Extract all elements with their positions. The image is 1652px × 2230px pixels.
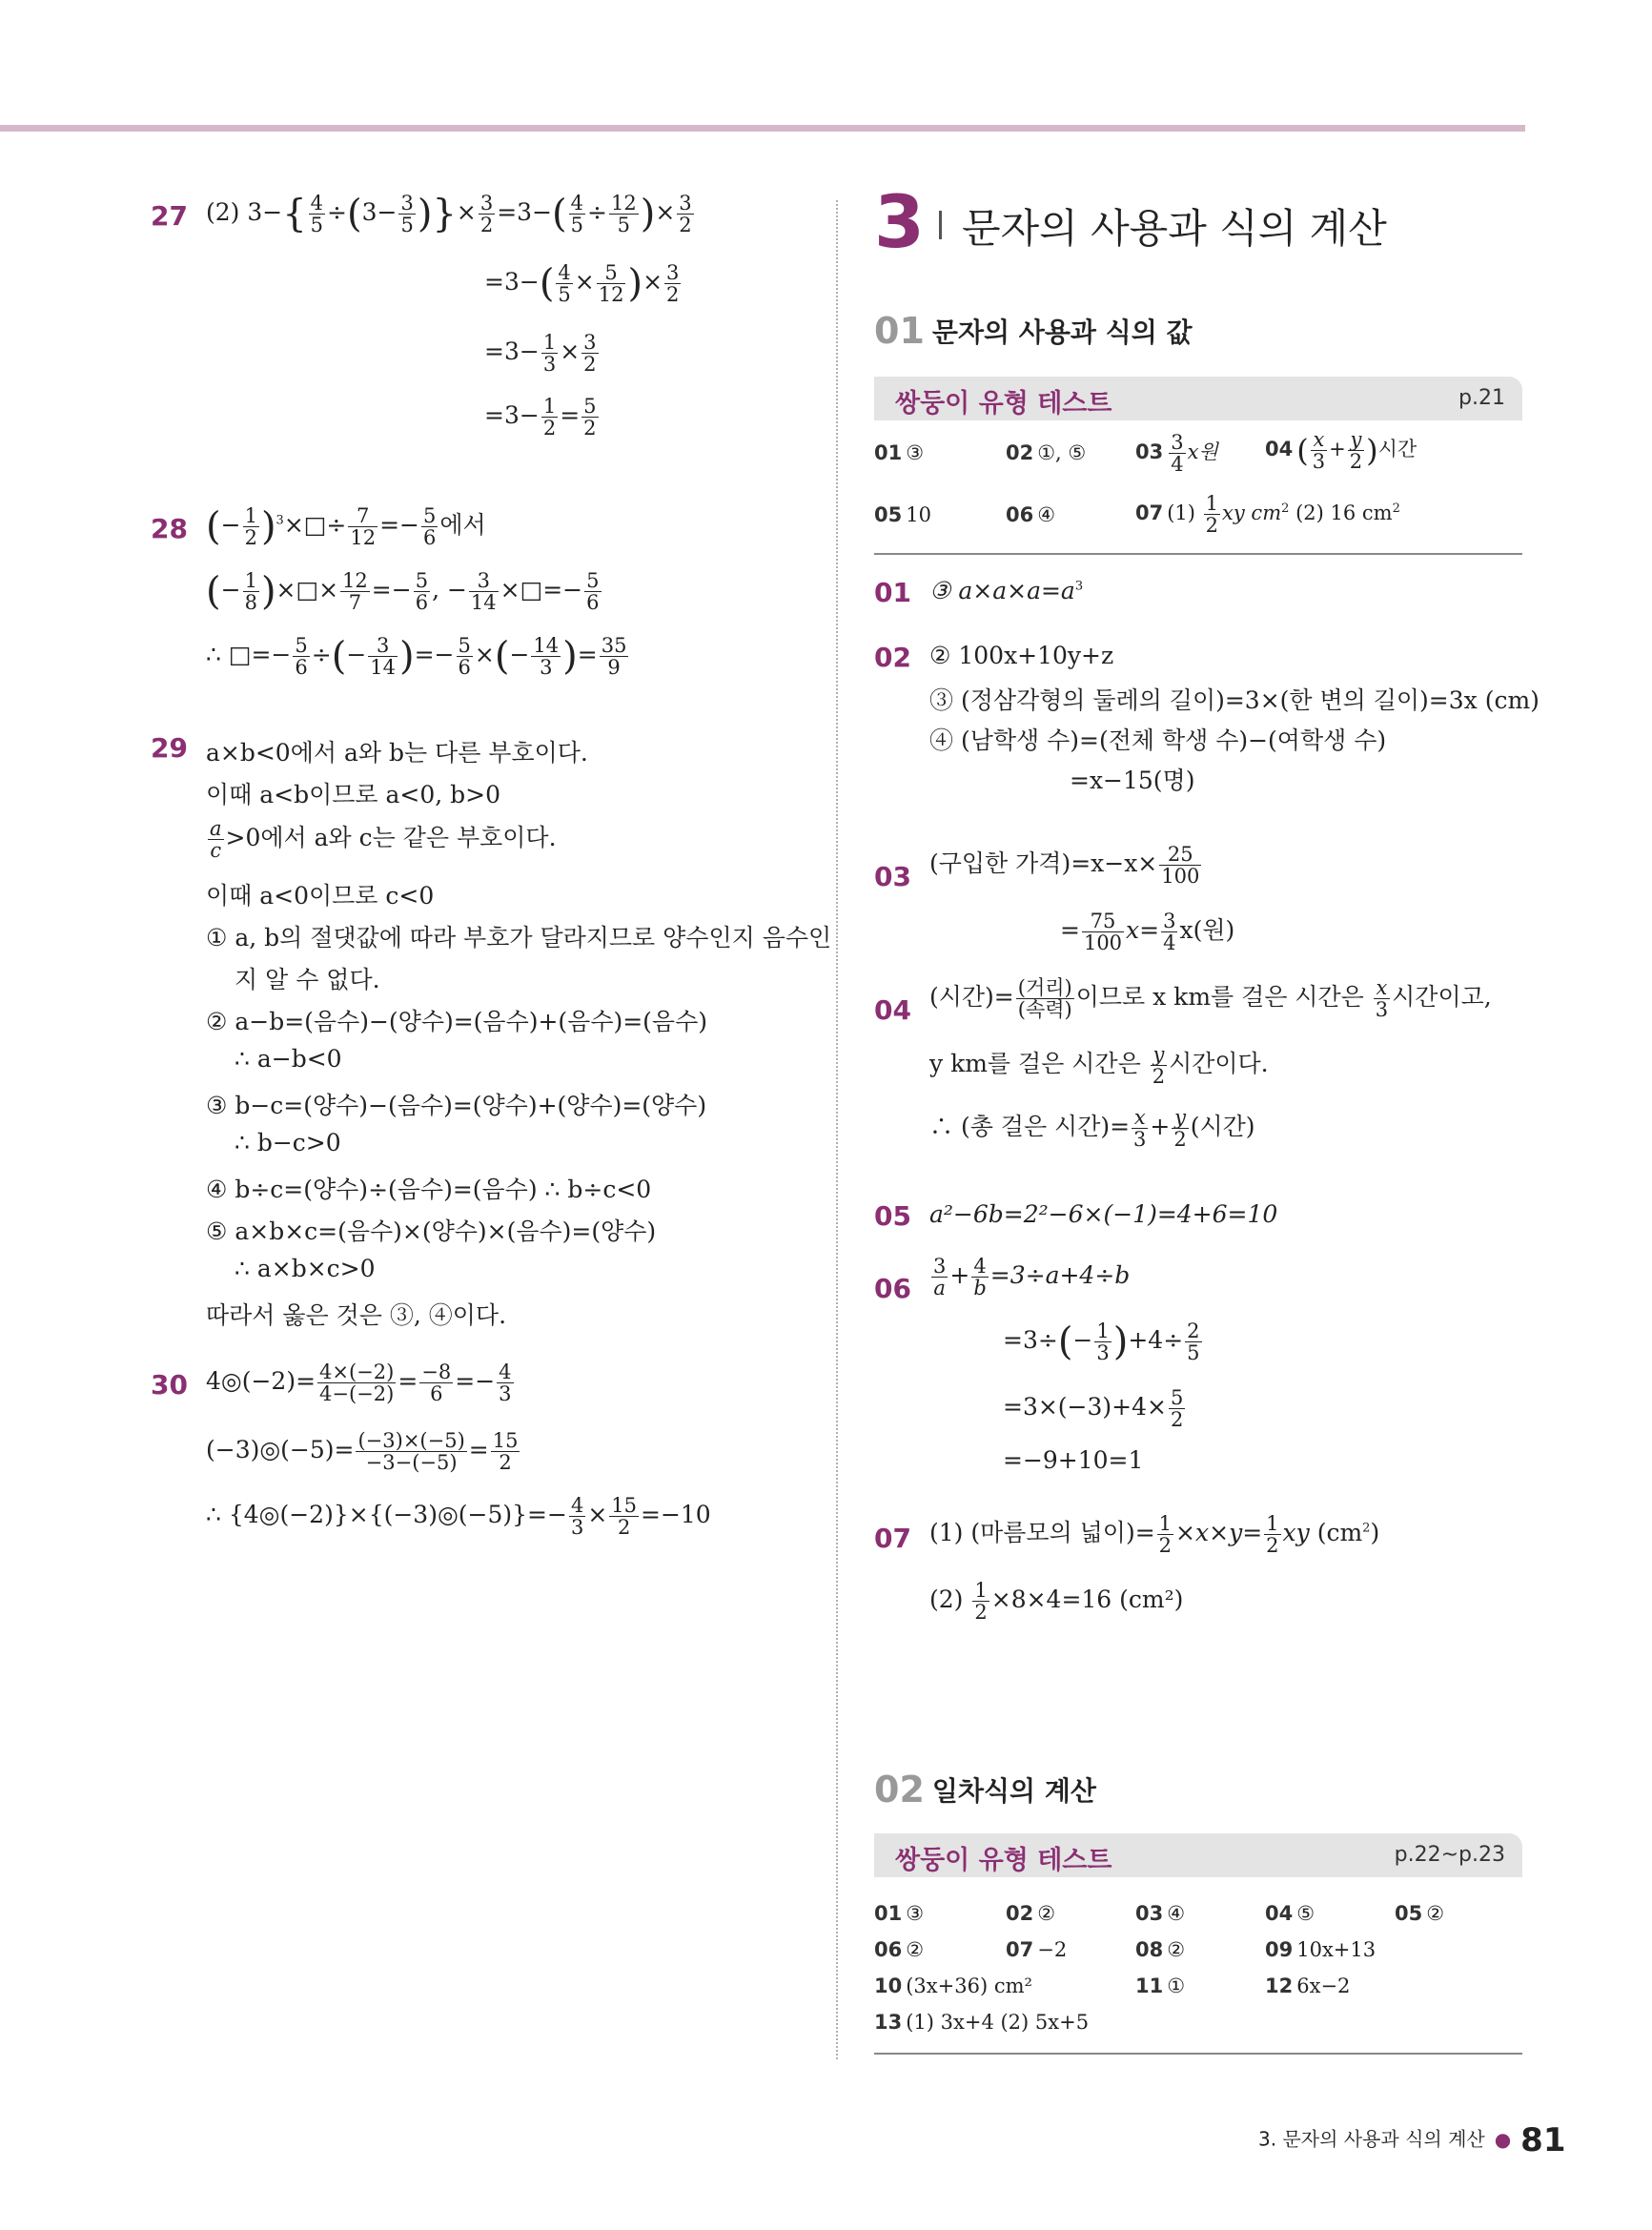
answer-number: 11	[1135, 1974, 1164, 1997]
formula-line: ∴ {4◎(−2)}×{(−3)◎(−5)}=− $\frac{4}{3}$ × $\frac{15}{2}$ =−10	[206, 1494, 711, 1540]
formula-line: a²−6b=2²−6×(−1)=4+6=10	[929, 1200, 1278, 1228]
answer-value: (2) 16 cm	[1295, 501, 1393, 525]
answer-03: 03 $\frac{3}{4}$ x원	[1135, 431, 1218, 477]
formula-line: ③ $a\times a\times a=a^3$	[929, 577, 1084, 604]
answer-value: ②	[906, 1938, 925, 1961]
page-footer	[1258, 2121, 1566, 2159]
answer-number: 01	[874, 1902, 903, 1925]
answer-value: ②	[1037, 1902, 1056, 1925]
formula-line: 4◎(−2)= $\frac{4\times(-2)}{4-(-2)}$ = $\frac{-8}{6}$ =− $\frac{4}{3}$	[206, 1361, 512, 1406]
text-line: ③ (정삼각형의 둘레의 길이)=3×(한 변의 길이)=3x (cm)	[929, 686, 1540, 714]
formula-text: 시간이다.	[1169, 1050, 1269, 1078]
text-fragment: >0에서 a와 c는 같은 부호이다.	[225, 824, 557, 852]
formula-line: ∴ (총 걸은 시간)= $\frac{x}{3}$ + $\frac{y}{2}$ (시간)	[929, 1106, 1255, 1152]
answer-number: 05	[1395, 1902, 1423, 1925]
answer-number: 07	[1006, 1938, 1034, 1961]
answer-02	[1006, 441, 1086, 464]
answer-05	[874, 503, 931, 526]
formula-text: (2)	[929, 1586, 964, 1614]
formula-line: (− $\frac{1}{2}$ )$^3$×□÷ $\frac{7}{12}$ =− $\frac{5}{6}$ 에서	[206, 504, 486, 550]
answer-number: 03	[1135, 1902, 1164, 1925]
answer-number: 12	[1265, 1974, 1294, 1997]
answer-item	[1135, 1974, 1185, 1997]
formula-line: = $\frac{75}{100}$ x= $\frac{3}{4}$ x(원)	[1060, 910, 1235, 955]
problem-number: 03	[874, 861, 911, 892]
formula-text: y km를 걸은 시간은	[929, 1050, 1141, 1078]
formula-line: =3− $\frac{1}{3}$ × $\frac{3}{2}$	[484, 331, 597, 377]
problem-number: 28	[151, 513, 188, 544]
formula-line: (−3)◎(−5)= $\frac{(-3)\times(-5)}{-3-(-5)}$ = $\frac{15}{2}$	[206, 1429, 519, 1475]
formula-text: x(원)	[1179, 916, 1235, 945]
problem-number: 30	[151, 1369, 188, 1401]
formula-line: (2) 3−{ $\frac{4}{5}$ ÷(3− $\frac{3}{5}$ )}× $\frac{3}{2}$ =3−( $\frac{4}{5}$ ÷ $\frac{12}{5}$ )× $\frac{3}{2}$	[206, 192, 692, 237]
section-title: 일차식의 계산	[931, 1775, 1096, 1807]
answer-item	[1265, 1902, 1315, 1925]
answer-item	[1265, 1974, 1350, 1997]
answer-item	[1006, 1938, 1067, 1961]
answer-value: 6x−2	[1296, 1974, 1351, 1997]
answer-number: 06	[1006, 503, 1034, 526]
answer-value: ④	[1167, 1902, 1186, 1925]
answer-value: 시간	[1377, 438, 1417, 461]
formula-text: (1) (마름모의 넓이)=	[929, 1519, 1155, 1547]
answer-number: 08	[1135, 1938, 1164, 1961]
answer-number: 02	[1006, 441, 1034, 464]
answer-divider	[874, 2053, 1522, 2055]
answer-01	[874, 441, 924, 464]
text-line: 지 알 수 없다.	[235, 966, 380, 993]
answer-number: 10	[874, 1974, 903, 1997]
answer-04: 04 ( $\frac{x}{3}$ + $\frac{y}{2}$ )시간	[1265, 428, 1417, 474]
banner-page: p.21	[1458, 386, 1505, 410]
text-line: ③ b−c=(양수)−(음수)=(양수)+(양수)=(양수)	[206, 1092, 707, 1119]
formula-line: (구입한 가격)=x−x× $\frac{25}{100}$	[929, 843, 1200, 889]
banner-title: 쌍둥이 유형 테스트	[895, 1846, 1112, 1875]
answer-number: 02	[1006, 1902, 1034, 1925]
answer-number: 13	[874, 2011, 903, 2034]
answer-value: 10x+13	[1296, 1938, 1377, 1961]
formula-text: 이므로 x km를 걸은 시간은	[1075, 983, 1364, 1012]
formula-text: (시간)=	[929, 983, 1014, 1012]
answer-number: 07	[1135, 501, 1164, 525]
formula-line: =−9+10=1	[1003, 1446, 1144, 1474]
answer-value: ①, ⑤	[1037, 441, 1087, 464]
answer-item	[1265, 1938, 1376, 1961]
problem-number: 06	[874, 1273, 911, 1304]
test-banner-2	[874, 1833, 1522, 1877]
formula-text: (구입한 가격)=x−x×	[929, 849, 1158, 878]
answer-item	[874, 1938, 924, 1961]
text-line: ⑤ a×b×c=(음수)×(양수)×(음수)=(양수)	[206, 1217, 657, 1245]
problem-number: 07	[874, 1523, 911, 1554]
banner-title: 쌍둥이 유형 테스트	[895, 389, 1112, 419]
section-heading-02	[874, 1769, 1096, 1811]
text-line: a×b<0에서 a와 b는 다른 부호이다.	[206, 739, 588, 767]
text-line: ② a−b=(음수)−(양수)=(음수)+(음수)=(음수)	[206, 1008, 707, 1035]
section-heading-01	[874, 310, 1193, 352]
text-line: ∴ a−b<0	[235, 1045, 342, 1073]
answer-value: (1) 3x+4 (2) 5x+5	[906, 2011, 1090, 2034]
text-line: ① a, b의 절댓값에 따라 부호가 달라지므로 양수인지 음수인	[206, 924, 832, 951]
answer-item	[1395, 1902, 1444, 1925]
banner-page: p.22~p.23	[1394, 1843, 1505, 1867]
answer-value: xy cm	[1222, 501, 1282, 525]
answer-number: 05	[874, 503, 903, 526]
formula-text: ∴ (총 걸은 시간)=	[929, 1113, 1131, 1141]
answer-value: ②	[1167, 1938, 1186, 1961]
answer-value: −2	[1037, 1938, 1068, 1961]
answer-value: ②	[1426, 1902, 1445, 1925]
problem-number: 29	[151, 732, 188, 764]
formula-line: =3×(−3)+4× $\frac{5}{2}$	[1003, 1386, 1184, 1432]
formula-line: (1) (마름모의 넓이)= $\frac{1}{2}$ ×x×y= $\frac{1}{2}$ xy $(cm^2)$	[929, 1512, 1380, 1558]
answer-number: 06	[874, 1938, 903, 1961]
answer-number: 04	[1265, 1902, 1294, 1925]
section-number: 02	[874, 1769, 925, 1811]
chapter-title: 문자의 사용과 식의 계산	[962, 205, 1387, 252]
formula-text: (시간)	[1190, 1113, 1255, 1141]
answer-number: 09	[1265, 1938, 1294, 1961]
text-line: ∴ b−c>0	[235, 1129, 341, 1156]
answer-item	[1006, 1902, 1055, 1925]
answer-number: 04	[1265, 438, 1294, 461]
answer-item	[874, 1974, 1032, 1997]
formula-line: (시간)= (거리) (속력) 이므로 x km를 걸은 시간은 $\frac{x}{3}$ 시간이고,	[929, 976, 1492, 1022]
problem-number: 05	[874, 1200, 911, 1232]
answer-value: ⑤	[1296, 1902, 1315, 1925]
top-decorative-bar	[0, 125, 1525, 132]
formula-text: ③ a×a×a=a	[929, 577, 1075, 604]
answer-value: (3x+36) cm²	[906, 1974, 1032, 1997]
formula-line: =3−( $\frac{4}{5}$ × $\frac{5}{12}$ )× $\frac{3}{2}$	[484, 261, 680, 307]
problem-number: 02	[874, 642, 911, 673]
answer-divider	[874, 553, 1522, 555]
text-line: ∴ a×b×c>0	[235, 1255, 376, 1282]
section-number: 01	[874, 310, 925, 352]
answer-06	[1006, 503, 1055, 526]
formula-line: =3− $\frac{1}{2}$ = $\frac{5}{2}$	[484, 395, 597, 440]
answer-value: 10	[906, 503, 931, 526]
answer-item	[1135, 1902, 1185, 1925]
answer-item	[1135, 1938, 1185, 1961]
section-title: 문자의 사용과 식의 값	[931, 317, 1193, 348]
text-line: 이때 a<b이므로 a<0, b>0	[206, 781, 501, 808]
formula-line: y km를 걸은 시간은 $\frac{y}{2}$ 시간이다.	[929, 1043, 1269, 1089]
text-line: $\frac{a}{c}$ >0에서 a와 c는 같은 부호이다.	[210, 817, 557, 863]
formula-text: 시간이고,	[1392, 983, 1492, 1012]
test-banner-1	[874, 377, 1522, 420]
answer-item	[874, 1902, 924, 1925]
answer-item	[874, 2011, 1089, 2034]
answer-part: (1)	[1167, 501, 1195, 525]
formula-text: =3÷a+4÷b	[989, 1261, 1131, 1290]
formula-line: (2) $\frac{1}{2}$ ×8×4=16 (cm²)	[929, 1579, 1184, 1625]
answer-value: ④	[1037, 503, 1056, 526]
answer-value: ③	[906, 441, 925, 464]
answer-number: 01	[874, 441, 903, 464]
footer-chapter: 3. 문자의 사용과 식의 계산	[1258, 2127, 1485, 2151]
problem-number: 27	[151, 200, 188, 232]
text-line: 따라서 옳은 것은 ③, ④이다.	[206, 1301, 507, 1329]
text-line: =x−15(명)	[1070, 767, 1195, 794]
answer-07: 07 (1) $\frac{1}{2}$ xy $cm^2$ (2) 16 $cm^2$	[1135, 492, 1400, 538]
answer-number: 03	[1135, 440, 1164, 464]
formula-line: =3÷(− $\frac{1}{3}$ )+4÷ $\frac{2}{5}$	[1003, 1320, 1200, 1365]
text-line: ④ b÷c=(양수)÷(음수)=(음수) ∴ b÷c<0	[206, 1176, 652, 1203]
formula-line: (− $\frac{1}{8}$ )×□× $\frac{12}{7}$ =− $\frac{5}{6}$ , − $\frac{3}{14}$ ×□=− $\frac{5}{6}$	[206, 569, 600, 615]
chapter-number: 3	[874, 179, 925, 264]
formula-line: $\frac{3}{a}$ + $\frac{4}{b}$ =3÷a+4÷b	[933, 1255, 1131, 1300]
text-line: 이때 a<0이므로 c<0	[206, 882, 435, 910]
formula-line: ∴ □=− $\frac{5}{6}$ ÷(− $\frac{3}{14}$ )=− $\frac{5}{6}$ ×(− $\frac{14}{3}$ )= $\frac{35}{9}$	[206, 634, 627, 680]
formula-text: ×8×4=16 (cm²)	[990, 1586, 1184, 1614]
page-number: 81	[1520, 2121, 1566, 2159]
bullet-icon: ●	[1494, 2127, 1512, 2151]
problem-number: 04	[874, 994, 911, 1026]
answer-value: ①	[1167, 1974, 1186, 1997]
problem-number: 01	[874, 577, 911, 608]
answer-value: x원	[1187, 440, 1218, 464]
text-line: ④ (남학생 수)=(전체 학생 수)−(여학생 수)	[929, 726, 1387, 754]
column-divider	[836, 200, 838, 2059]
text-line: ② 100x+10y+z	[929, 642, 1114, 669]
answer-value: ③	[906, 1902, 925, 1925]
chapter-divider	[939, 211, 942, 239]
